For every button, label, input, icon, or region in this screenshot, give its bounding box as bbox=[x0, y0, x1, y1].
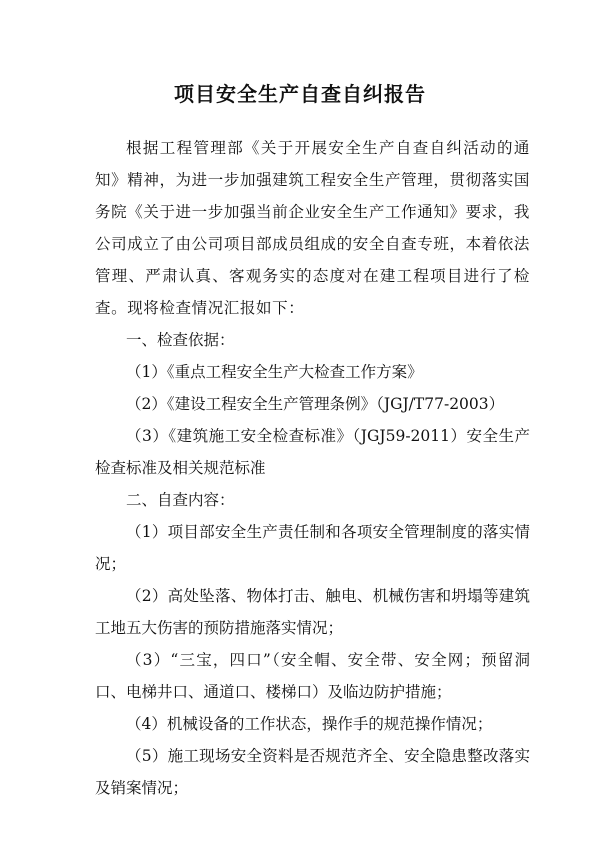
intro-paragraph: 根据工程管理部《关于开展安全生产自查自纠活动的通知》精神，为进一步加强建筑工程安全生产管理，贯彻落实国务院《关于进一步加强当前企业安全生产工作通知》要求，我公司成立了由公司项目部成员组成的安全自查专班，本着依法管理、严肃认真、客观务实的态度对在建工程项目进行了检查。现将检查情况汇报如下： bbox=[95, 139, 530, 317]
content-item-1: （1）项目部安全生产责任制和各项安全管理制度的落实情况； bbox=[95, 523, 530, 573]
content-item-3: （3）“三宝，四口”（安全帽、安全带、安全网；预留洞口、电梯井口、通道口、楼梯口）及临边防护措施； bbox=[95, 651, 530, 701]
document-title: 项目安全生产自查自纠报告 bbox=[174, 82, 426, 106]
basis-item-1: （1）《重点工程安全生产大检查工作方案》 bbox=[126, 363, 423, 381]
content-item-4: （4）机械设备的工作状态，操作手的规范操作情况； bbox=[126, 715, 493, 733]
basis-item-2: （2）《建设工程安全生产管理条例》（JGJ/T77-2003） bbox=[126, 395, 505, 413]
content-item-2: （2）高处坠落、物体打击、触电、机械伤害和坍塌等建筑工地五大伤害的预防措施落实情况； bbox=[95, 587, 530, 637]
basis-item-3: （3）《建筑施工安全检查标准》（JGJ59-2011）安全生产检查标准及相关规范标准 bbox=[95, 427, 530, 477]
section-heading-basis: 一、检查依据： bbox=[126, 331, 235, 349]
content-item-5: （5）施工现场安全资料是否规范齐全、安全隐患整改落实及销案情况； bbox=[95, 747, 530, 797]
document-body bbox=[95, 132, 530, 804]
section-heading-content: 二、自查内容： bbox=[126, 491, 235, 509]
